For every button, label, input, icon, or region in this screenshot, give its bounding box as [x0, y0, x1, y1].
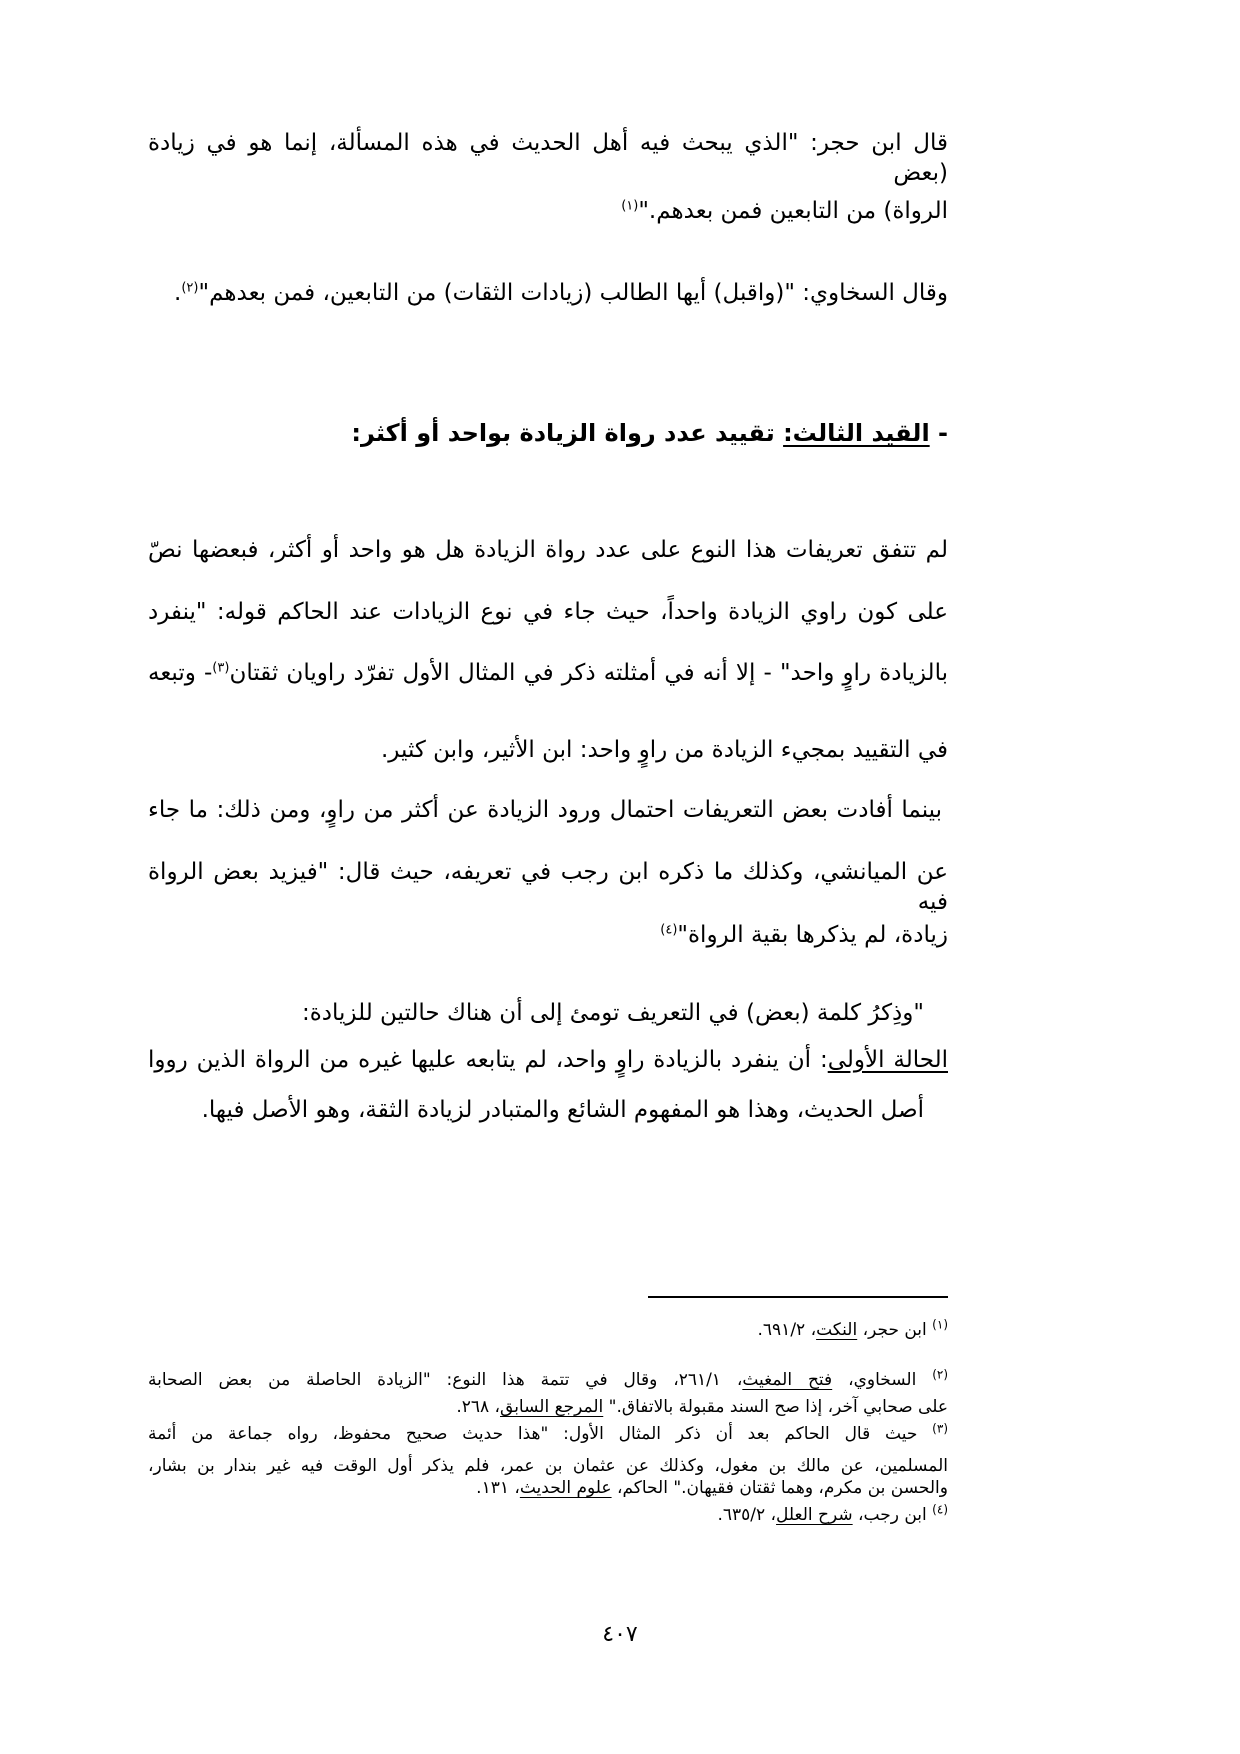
body-line	[621, 196, 948, 226]
body-line	[148, 857, 948, 917]
body-line	[148, 795, 942, 825]
text: السخاوي،	[832, 1370, 933, 1390]
footnote-3-cont	[148, 1476, 948, 1500]
quote-line	[148, 1045, 948, 1075]
case-label: الحالة الأولى	[827, 1047, 948, 1073]
footnote-number: (٣)	[932, 1421, 948, 1436]
footnote-ref: (٢)	[181, 280, 199, 296]
footnote-1	[148, 1318, 948, 1342]
footnote-number: (٤)	[932, 1502, 948, 1517]
text: ، ٦٩١/٢.	[757, 1320, 817, 1340]
text: ، ١٣١.	[476, 1478, 520, 1498]
footnote-ref: (٤)	[660, 922, 678, 938]
text: - وتبعه	[148, 660, 213, 686]
text: قال ابن حجر: "الذي يبحث فيه أهل الحديث في هذه المسألة، إنما هو في زيادة (بعض	[148, 130, 948, 186]
book-title: علوم الحديث	[519, 1478, 612, 1498]
document-page	[148, 0, 948, 1754]
body-line	[148, 597, 948, 627]
text: ، ٢٦١/١، وقال في تتمة هذا النوع: "الزيادة الحاصلة من بعض الصحابة	[148, 1370, 743, 1390]
text: على صحابي آخر، إذا صح السند مقبولة بالاتفاق."	[603, 1397, 948, 1417]
footnote-separator	[648, 1296, 948, 1298]
body-line	[381, 735, 948, 765]
text: "وذِكرُ كلمة (بعض) في التعريف تومئ إلى أن هناك حالتين للزيادة:	[301, 1000, 924, 1026]
book-title: شرح العلل	[776, 1505, 853, 1525]
text: ابن حجر،	[857, 1320, 933, 1340]
text: عن الميانشي، وكذلك ما ذكره ابن رجب في تعريفه، حيث قال: "فيزيد بعض الرواة فيه	[148, 859, 948, 915]
footnote-2-cont	[148, 1395, 948, 1419]
text: والحسن بن مكرم، وهما ثقتان فقيهان." الحاكم،	[611, 1478, 948, 1498]
text: حيث قال الحاكم بعد أن ذكر المثال الأول: "هذا حديث صحيح محفوظ، رواه جماعة من أئمة	[148, 1424, 933, 1444]
text: لم تتفق تعريفات هذا النوع على عدد رواة الزيادة هل هو واحد أو أكثر، فبعضها نصّ	[148, 537, 948, 563]
footnote-number: (١)	[932, 1317, 948, 1332]
body-line	[174, 278, 948, 308]
quote-line	[202, 1095, 924, 1125]
book-title: فتح المغيث	[742, 1370, 833, 1390]
text: ، ٦٣٥/٢.	[717, 1505, 777, 1525]
text: بالزيادة راوٍ واحد" - إلا أنه في أمثلته ذكر في المثال الأول تفرّد راويان ثقتان	[229, 660, 948, 686]
text: .	[174, 280, 182, 306]
text: في التقييد بمجيء الزيادة من راوٍ واحد: ابن الأثير، وابن كثير.	[381, 737, 948, 763]
text: وقال السخاوي: "(واقبل) أيها الطالب (زيادات الثقات) من التابعين، فمن بعدهم"	[198, 280, 948, 306]
body-line	[148, 658, 948, 688]
section-heading	[351, 418, 948, 448]
heading-text: تقييد عدد رواة الزيادة بواحد أو أكثر:	[351, 419, 784, 447]
heading-label: القيد الثالث:	[783, 419, 930, 447]
page-number: ٤٠٧	[602, 1622, 638, 1647]
book-title: النكت	[816, 1320, 858, 1340]
text: بينما أفادت بعض التعريفات احتمال ورود الزيادة عن أكثر من راوٍ، ومن ذلك: ما جاء	[148, 797, 942, 823]
heading-prefix: -	[929, 419, 948, 447]
footnote-3	[148, 1422, 948, 1446]
text: زيادة، لم يذكرها بقية الرواة"	[677, 922, 948, 948]
quote-line	[302, 998, 924, 1028]
text: المسلمين، عن مالك بن مغول، وكذلك عن عثمان بن عمر، فلم يذكر أول الوقت فيه غير بندار بن بشار،	[148, 1456, 948, 1476]
footnote-4	[148, 1503, 948, 1527]
text: الرواة) من التابعين فمن بعدهم."	[638, 198, 948, 224]
text: أصل الحديث، وهذا هو المفهوم الشائع والمتبادر لزيادة الثقة، وهو الأصل فيها.	[201, 1097, 924, 1123]
text: ابن رجب،	[852, 1505, 933, 1525]
text: على كون راوي الزيادة واحداً، حيث جاء في نوع الزيادات عند الحاكم قوله: "ينفرد	[148, 599, 948, 625]
book-title: المرجع السابق	[500, 1397, 604, 1417]
footnote-3-cont	[148, 1454, 948, 1478]
text: : أن ينفرد بالزيادة راوٍ واحد، لم يتابعه عليها غيره من الرواة الذين رووا	[148, 1047, 828, 1073]
body-line	[660, 920, 948, 950]
body-line	[148, 128, 948, 188]
footnote-2	[148, 1368, 948, 1392]
footnote-ref: (٣)	[212, 660, 230, 676]
footnote-ref: (١)	[621, 198, 639, 214]
body-line	[148, 535, 948, 565]
footnote-number: (٢)	[932, 1367, 949, 1382]
text: ، ٢٦٨.	[456, 1397, 501, 1417]
